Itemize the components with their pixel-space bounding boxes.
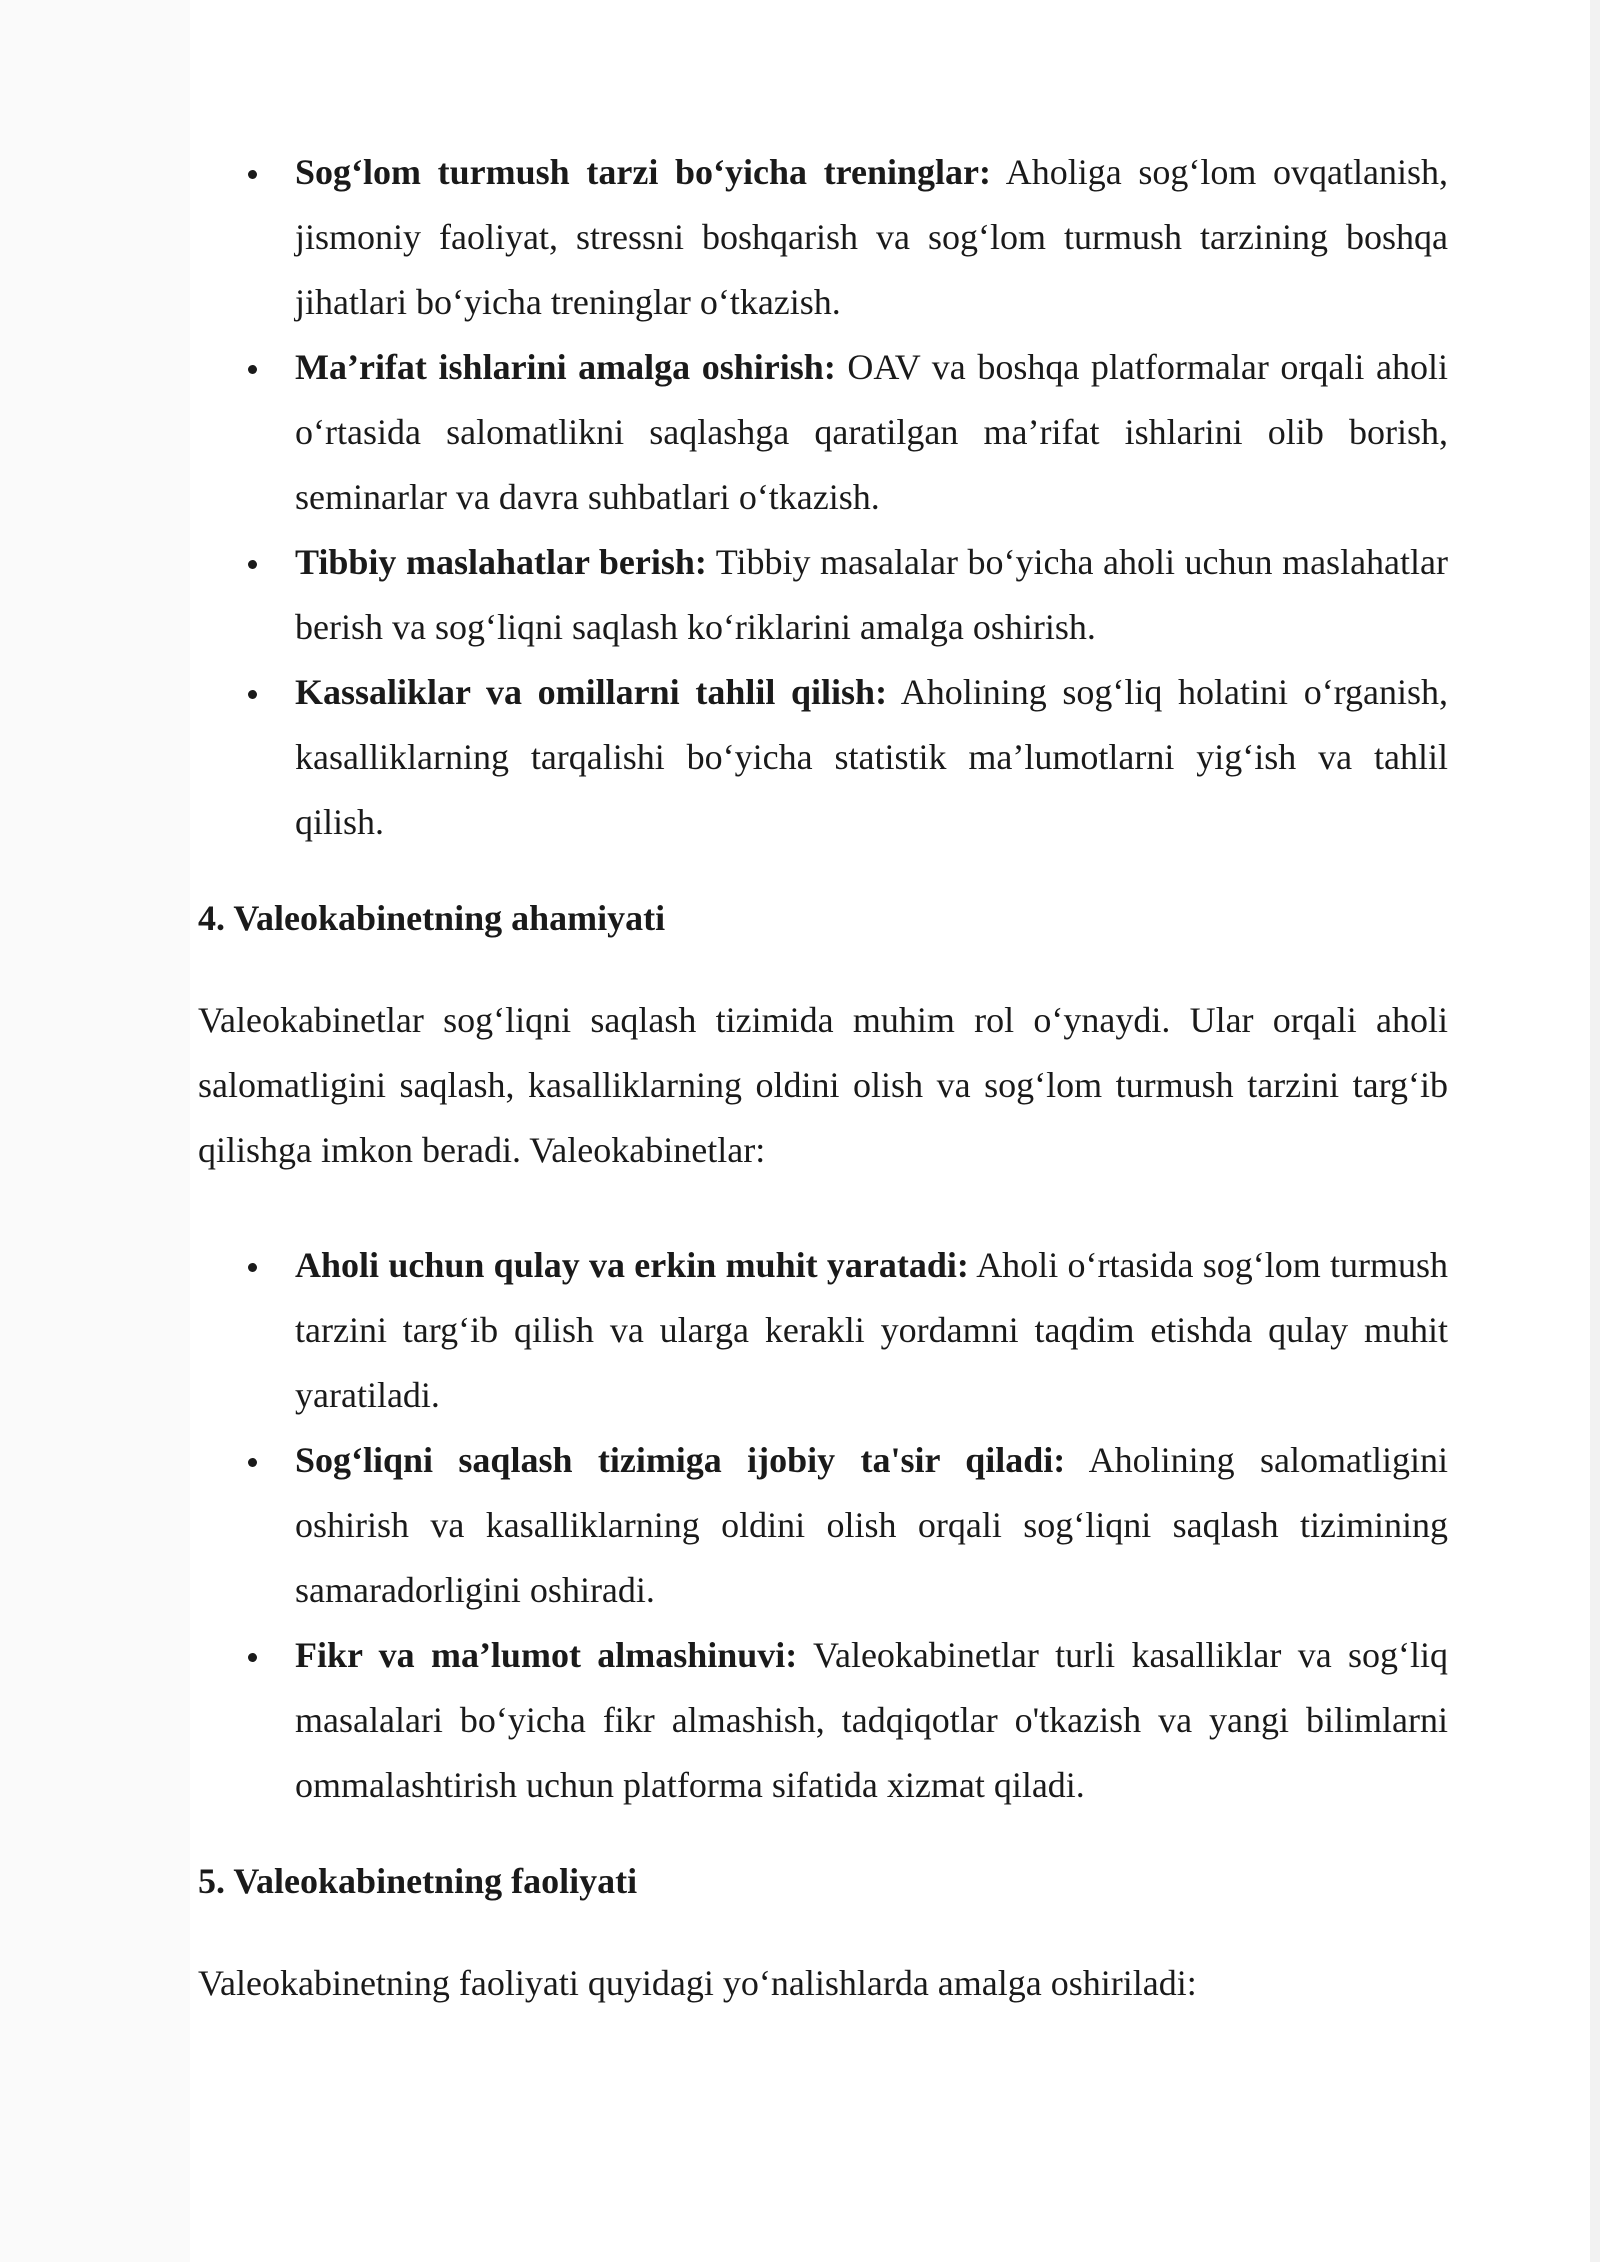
list-item <box>198 1233 1448 1428</box>
list-item <box>198 1623 1448 1818</box>
list-item-text: Aholiga sog‘lom ovqatlanish, jismoniy faoliyat, stressni boshqarish va sog‘lom turmush tarzining boshqa jihatlari bo‘yicha treninglar o‘tkazish. <box>295 152 1449 322</box>
page-right-edge <box>1590 0 1600 2262</box>
list-item-term: Sog‘lom turmush tarzi bo‘yicha treninglar: <box>295 152 991 192</box>
list-item-term: Fikr va ma’lumot almashinuvi: <box>295 1635 798 1675</box>
section-heading-5: 5. Valeokabinetning faoliyati <box>198 1861 638 1901</box>
list-item-text: Tibbiy masalalar bo‘yicha aholi uchun maslahatlar berish va sog‘liqni saqlash ko‘riklarini amalga oshirish. <box>295 542 1448 647</box>
list-item <box>198 335 1448 530</box>
list-item-term: Ma’rifat ishlarini amalga oshirish: <box>295 347 836 387</box>
list-item-term: Sog‘liqni saqlash tizimiga ijobiy ta'sir qiladi: <box>295 1440 1066 1480</box>
list-item <box>198 140 1448 335</box>
section-heading-4: 4. Valeokabinetning ahamiyati <box>198 898 666 938</box>
list-item <box>198 660 1448 855</box>
section-5-paragraph: Valeokabinetning faoliyati quyidagi yo‘nalishlarda amalga oshiriladi: <box>198 1963 1197 2003</box>
section-4-paragraph: Valeokabinetlar sog‘liqni saqlash tizimida muhim rol o‘ynaydi. Ular orqali aholi salomatligini saqlash, kasalliklarning oldini olish va sog‘lom turmush tarzini targ‘ib qilishga imkon beradi. Valeokabinetlar: <box>198 1000 1448 1170</box>
list-item-term: Aholi uchun qulay va erkin muhit yaratadi: <box>295 1245 969 1285</box>
importance-list <box>198 1233 1448 1818</box>
list-item-text: Aholining salomatligini oshirish va kasalliklarning oldini olish orqali sog‘liqni saqlash tizimining samaradorligini oshiradi. <box>295 1440 1449 1610</box>
list-item <box>198 530 1448 660</box>
list-item-text: Aholi o‘rtasida sog‘lom turmush tarzini targ‘ib qilish va ularga kerakli yordamni taqdim etishda qulay muhit yaratiladi. <box>295 1245 1449 1415</box>
list-item <box>198 1428 1448 1623</box>
list-item-text: OAV va boshqa platformalar orqali aholi o‘rtasida salomatlikni saqlashga qaratilgan ma’rifat ishlarini olib borish, seminarlar va davra suhbatlari o‘tkazish. <box>295 347 1448 517</box>
page-left-margin <box>0 0 190 2262</box>
list-item-text: Aholining sog‘liq holatini o‘rganish, kasalliklarning tarqalishi bo‘yicha statistik ma’lumotlarni yig‘ish va tahlil qilish. <box>295 672 1449 842</box>
list-item-term: Tibbiy maslahatlar berish: <box>295 542 707 582</box>
list-item-term: Kassaliklar va omillarni tahlil qilish: <box>295 672 888 712</box>
list-item-text: Valeokabinetlar turli kasalliklar va sog‘liq masalalari bo‘yicha fikr almashish, tadqiqotlar o'tkazish va yangi bilimlarni ommalashtirish uchun platforma sifatida xizmat qiladi. <box>295 1635 1448 1805</box>
activities-list <box>198 140 1448 855</box>
document-page <box>198 140 1448 2016</box>
